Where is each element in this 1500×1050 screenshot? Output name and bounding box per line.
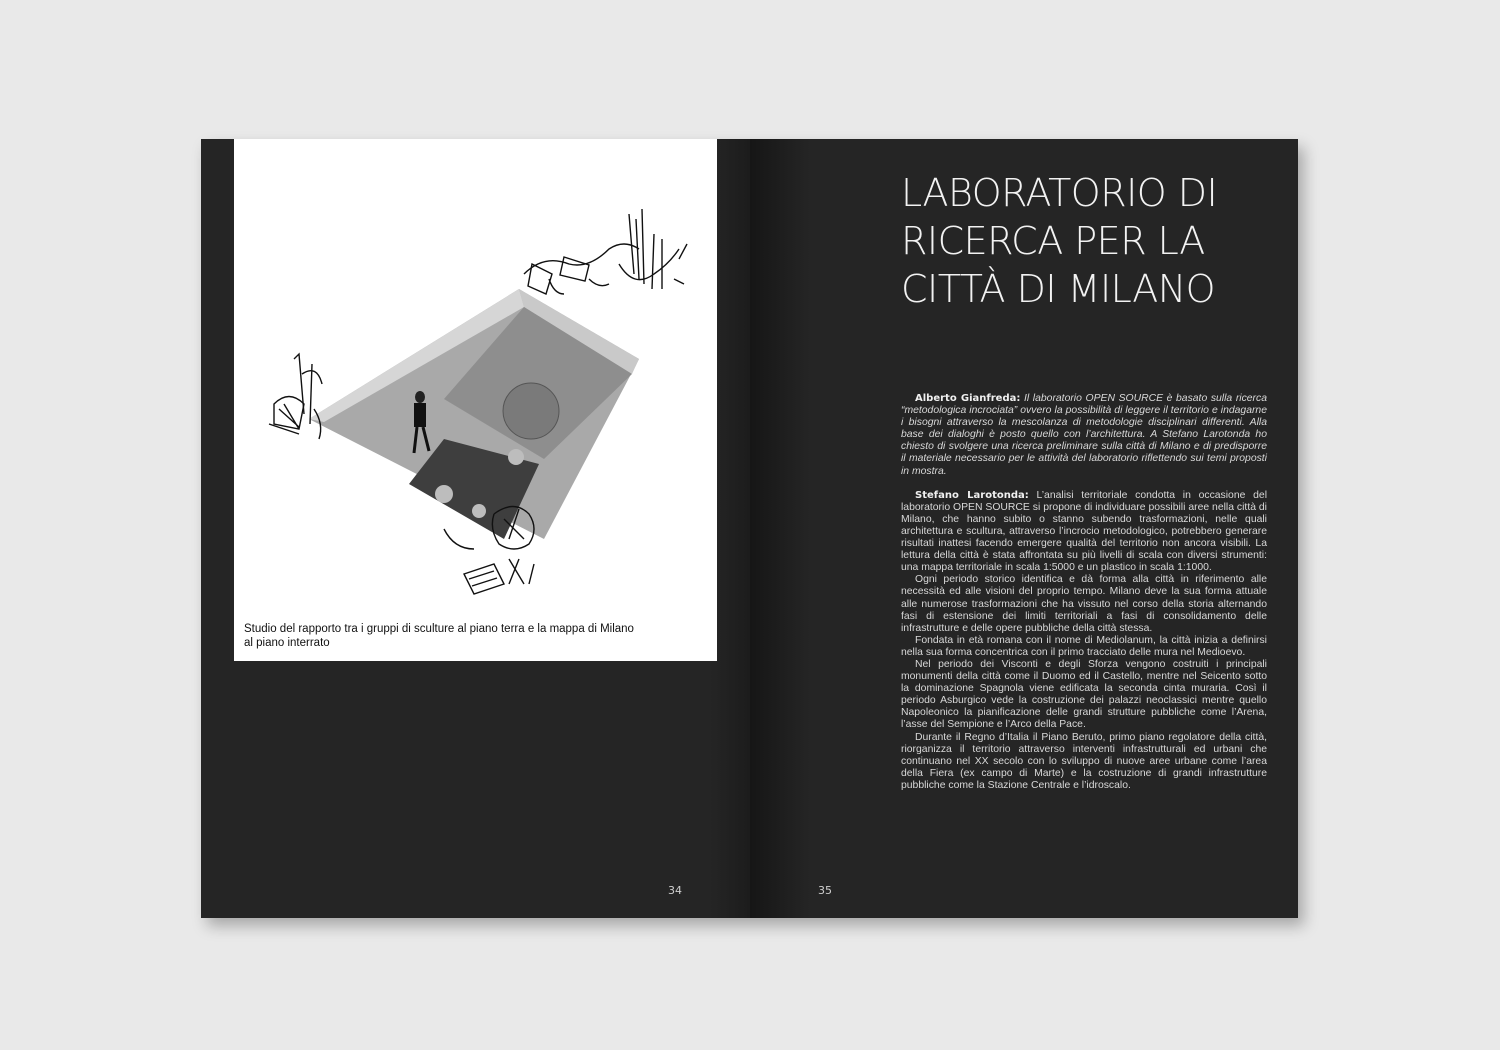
page-number-left: 34 (668, 884, 682, 897)
page-number-right: 35 (818, 884, 832, 897)
right-page (750, 139, 1298, 918)
map-disc (435, 485, 453, 503)
figure-caption (244, 622, 664, 650)
title-line: LABORATORIO DI (901, 171, 1218, 215)
body-paragraph: Durante il Regno d’Italia il Piano Beruto, primo piano regolatore della città, riorganizza il territorio attraverso interventi infrastrutturali ed urbani che continuano nel XX secolo con lo sviluppo di nuove aree urbane come l’area della Fiera (ex campo di Marte) e la costruzione di grandi infrastrutture pubbliche come la Stazione Centrale e l’idroscalo. (901, 731, 1267, 791)
intro-paragraph (901, 393, 1267, 478)
body-paragraph: Nel periodo dei Visconti e degli Sforza vengono costruiti i principali monumenti della città come il Duomo ed il Castello, mentre nel Seicento sotto la dominazione Spagnola viene edificata la seconda cinta muraria. Così il periodo Asburgico vede la costruzione dei palazzi neoclassici mentre quello Napoleonico la pianificazione delle grandi strutture pubbliche come l’Arena, l’asse del Sempione e l’Arco della Pace. (901, 658, 1267, 731)
figure-panel (234, 139, 717, 661)
sculpture-sketch-left (269, 354, 322, 439)
installation-illustration (234, 139, 717, 619)
body-paragraph: Fondata in età romana con il nome di Mediolanum, la città inizia a definirsi nella sua forma concentrica con il primo tracciato delle mura nel Medioevo. (901, 634, 1267, 658)
map-disc (472, 504, 486, 518)
title-line: CITTÀ DI MILANO (901, 267, 1216, 311)
caption-line: al piano interrato (244, 637, 330, 649)
answer-text: L’analisi territoriale condotta in occasione del laboratorio OPEN SOURCE si propone di individuare possibili aree nella città di Milano, che hanno subito o stanno subendo trasformazioni, nelle quali architettura e scultura, attraverso l’incrocio metodologico, potrebbero generare risultati inattesi facendo emergere qualità del territorio non ancora visibili. La lettura della città è stata affrontata su più livelli di scala con diversi strumenti: una mappa territoriale in scala 1:5000 e un plastico in scala 1:1000. (901, 489, 1268, 574)
answer-paragraph (901, 490, 1267, 575)
page-title (901, 169, 1281, 313)
person-head (415, 391, 425, 403)
intro-text: Il laboratorio OPEN SOURCE è basato sulla ricerca “metodologica incrociata” ovvero la possibilità di leggere il territorio e indagarne i bisogni attraverso la mescolanza di metodologie disciplinari differenti. Alla base dei dialoghi è posto quello con l’architettura. A Stefano Larotonda ho chiesto di svolgere una ricerca preliminare sulla città di Milano e di predisporre il materiale necessario per le attività del laboratorio riflettendo sui temi proposti in mostra. (901, 393, 1267, 477)
left-page (201, 139, 750, 918)
gutter-shadow (750, 139, 810, 918)
person-body (414, 403, 426, 427)
speaker-name: Stefano Larotonda: (915, 489, 1029, 501)
speaker-name: Alberto Gianfreda: (915, 393, 1021, 404)
article-body (901, 393, 1267, 792)
body-paragraph: Ogni periodo storico identifica e dà forma alla città in riferimento alle necessità ed alle visioni del proprio tempo. Milano deve la sua forma attuale alle numerose trasformazioni che ha vissuto nel corso della storia alternando fasi di estensione dei limiti territoriali a fasi di consolidamento delle infrastrutture e delle opere pubbliche della città stessa. (901, 574, 1267, 634)
title-line: RICERCA PER LA (901, 219, 1205, 263)
caption-line: Studio del rapporto tra i gruppi di sculture al piano terra e la mappa di Milano (244, 623, 634, 635)
round-map (503, 383, 559, 439)
book-spread (201, 139, 1298, 918)
sculpture-sketch-top (524, 209, 687, 294)
map-disc (508, 449, 524, 465)
